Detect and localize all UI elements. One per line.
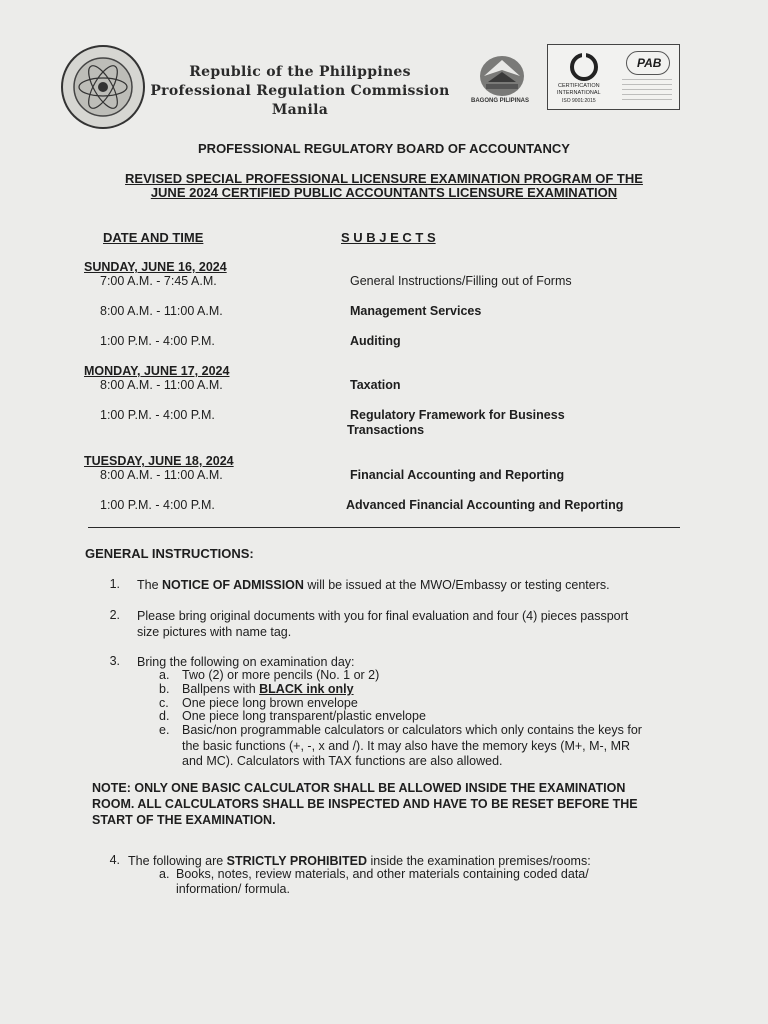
cert-iso: ISO 9001:2015 — [562, 98, 596, 104]
pab-fineprint — [622, 79, 672, 101]
item-calculators — [182, 723, 642, 770]
instruction-2-line2: size pictures with name tag. — [137, 625, 292, 639]
certification-ring-icon — [568, 51, 600, 83]
schedule-date: TUESDAY, JUNE 18, 2024 — [84, 454, 234, 468]
certification-box — [547, 44, 680, 110]
instruction-1-post: will be issued at the MWO/Embassy or testing centers. — [303, 578, 610, 592]
item-letter: a. — [159, 668, 170, 682]
item-letter: d. — [159, 709, 170, 723]
schedule-subject: Taxation — [350, 378, 401, 392]
instruction-4-pre: The following are — [128, 854, 227, 868]
item-ballpens — [182, 682, 354, 696]
notice-of-admission: NOTICE OF ADMISSION — [162, 578, 304, 592]
prohibited-item-a-line1: Books, notes, review materials, and other materials containing coded data/ — [176, 867, 589, 881]
calculator-note-line3: START OF THE EXAMINATION. — [92, 813, 276, 827]
subjects-header: S U B J E C T S — [341, 230, 436, 245]
schedule-time: 1:00 P.M. - 4:00 P.M. — [100, 408, 215, 422]
date-time-header: DATE AND TIME — [103, 230, 204, 245]
instruction-2 — [137, 608, 628, 640]
schedule-time: 8:00 A.M. - 11:00 A.M. — [100, 304, 223, 318]
item-letter: e. — [159, 723, 170, 737]
exam-title-line1: REVISED SPECIAL PROFESSIONAL LICENSURE EXAMINATION PROGRAM OF THE — [125, 171, 643, 186]
strictly-prohibited: STRICTLY PROHIBITED — [226, 854, 367, 868]
schedule-subject-continued: Transactions — [347, 423, 425, 437]
schedule-subject: General Instructions/Filling out of Forms — [350, 274, 572, 288]
schedule-subject: Advanced Financial Accounting and Reporting — [346, 498, 624, 512]
general-instructions-heading: GENERAL INSTRUCTIONS: — [85, 546, 254, 561]
schedule-time: 1:00 P.M. - 4:00 P.M. — [100, 334, 215, 348]
pab-label: PAB — [637, 56, 662, 70]
instruction-number: 1. — [109, 577, 120, 591]
section-divider — [88, 527, 680, 528]
cert-label-1: CERTIFICATION — [558, 83, 600, 89]
item-calculators-line1: Basic/non programmable calculators or calculators which only contains the keys for — [182, 723, 642, 737]
item-calculators-line2: the basic functions (+, -, x and /). It may also have the memory keys (M+, M-, MR — [182, 738, 631, 753]
instruction-1-pre: The — [137, 578, 163, 592]
black-ink-only: BLACK ink only — [259, 682, 354, 696]
item-pencils: Two (2) or more pencils (No. 1 or 2) — [182, 668, 380, 682]
item-ballpens-pre: Ballpens with — [182, 682, 260, 696]
instruction-2-line1: Please bring original documents with you for final evaluation and four (4) pieces passport — [137, 609, 629, 623]
header-republic: Republic of the Philippines — [189, 64, 411, 80]
instruction-number: 3. — [109, 654, 120, 668]
item-calculators-line3: and MC). Calculators with TAX functions are also allowed. — [182, 754, 503, 768]
schedule-time: 1:00 P.M. - 4:00 P.M. — [100, 498, 215, 512]
schedule-date: MONDAY, JUNE 17, 2024 — [84, 364, 230, 378]
prohibited-item-a-line2: information/ formula. — [176, 882, 290, 896]
pab-logo — [626, 51, 670, 75]
schedule-subject: Auditing — [350, 334, 401, 348]
prc-seal-logo — [60, 44, 146, 130]
schedule-time: 8:00 A.M. - 11:00 A.M. — [100, 378, 223, 392]
schedule-time: 8:00 A.M. - 11:00 A.M. — [100, 468, 223, 482]
header-commission: Professional Regulation Commission — [150, 83, 450, 99]
header-manila: Manila — [271, 102, 329, 118]
calculator-note-line2: ROOM. ALL CALCULATORS SHALL BE INSPECTED AND HAVE TO BE RESET BEFORE THE — [92, 797, 638, 811]
bagong-pilipinas-label: BAGONG PILIPINAS — [471, 98, 530, 104]
item-letter: b. — [159, 682, 170, 696]
instruction-number: 2. — [109, 608, 120, 622]
schedule-date: SUNDAY, JUNE 16, 2024 — [84, 260, 227, 274]
instruction-1 — [137, 577, 610, 593]
prohibited-item-a — [176, 867, 589, 897]
calculator-note — [92, 780, 638, 828]
cert-label-2: INTERNATIONAL — [557, 90, 601, 96]
instruction-4-post: inside the examination premises/rooms: — [366, 854, 591, 868]
bagong-pilipinas-logo — [470, 52, 534, 98]
schedule-subject: Management Services — [350, 304, 482, 318]
instruction-3: Bring the following on examination day: — [137, 655, 355, 669]
schedule-time: 7:00 A.M. - 7:45 A.M. — [100, 274, 217, 288]
schedule-subject: Financial Accounting and Reporting — [350, 468, 565, 482]
item-plastic-envelope: One piece long transparent/plastic envelope — [182, 709, 426, 723]
exam-title-line2: JUNE 2024 CERTIFIED PUBLIC ACCOUNTANTS LICENSURE EXAMINATION — [150, 185, 618, 200]
schedule-subject: Regulatory Framework for Business — [350, 408, 565, 422]
item-letter: a. — [159, 867, 170, 881]
board-title: PROFESSIONAL REGULATORY BOARD OF ACCOUNTANCY — [198, 141, 570, 156]
item-brown-envelope: One piece long brown envelope — [182, 696, 358, 710]
instruction-number: 4. — [109, 853, 120, 867]
item-letter: c. — [159, 696, 169, 710]
calculator-note-line1: NOTE: ONLY ONE BASIC CALCULATOR SHALL BE ALLOWED INSIDE THE EXAMINATION — [92, 781, 626, 795]
